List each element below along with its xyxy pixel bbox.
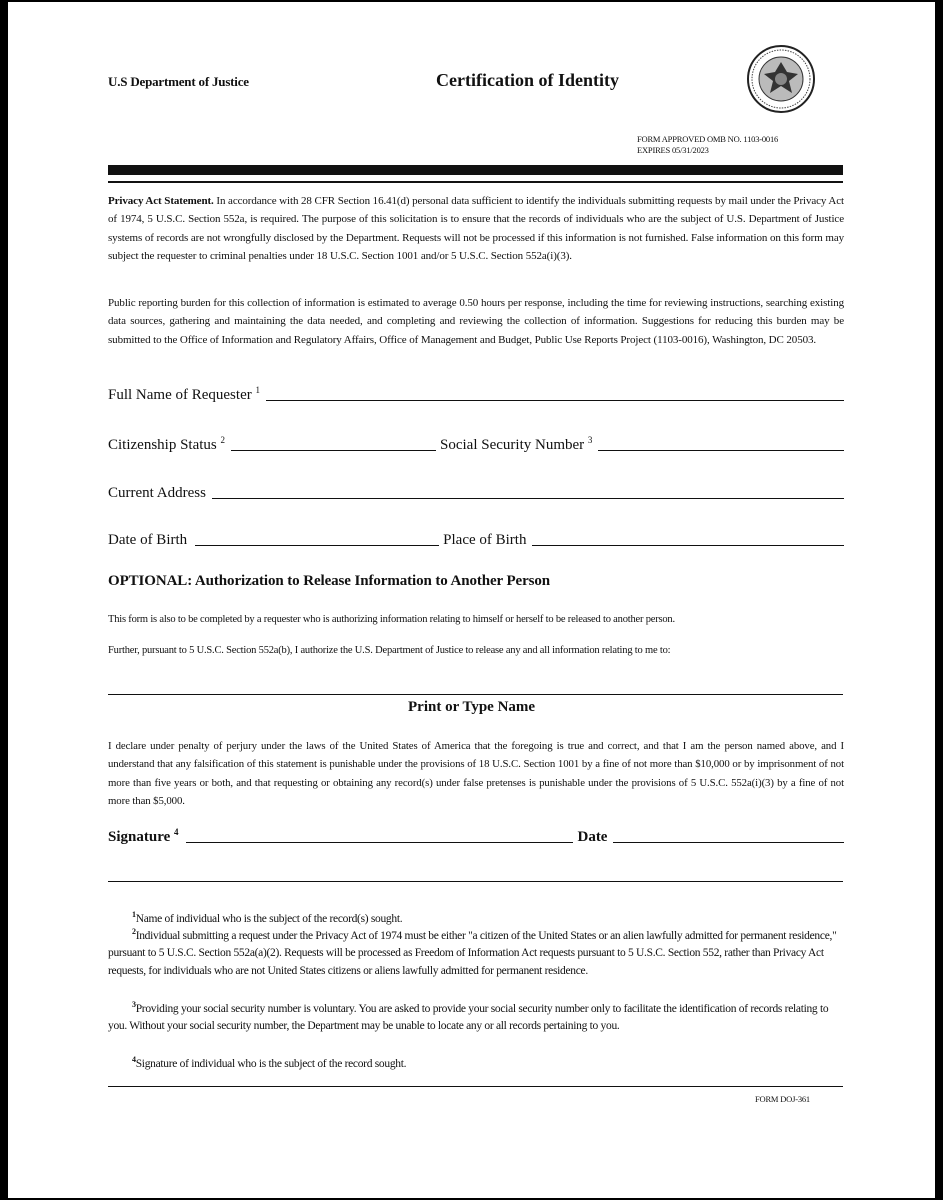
- additional-line[interactable]: [108, 881, 843, 882]
- burden-statement: Public reporting burden for this collection of information is estimated to average 0.50 hours per response, including the time for reviewing instructions, searching existing data sources, gathering and maintaining the data needed, and completing and reviewing the collection of information. Suggestions for reducing this burden may be submitted to the Office of Information and Regulatory Affairs, Office of Management and Budget, Public Use Reports Project (1103-0016), Washington, DC 20503.: [108, 297, 844, 346]
- date-field[interactable]: [613, 841, 844, 843]
- full-name-field[interactable]: [266, 399, 844, 401]
- citizenship-field[interactable]: [231, 449, 436, 451]
- footnote-4-number: 4: [132, 1055, 136, 1064]
- privacy-body: In accordance with 28 CFR Section 16.41(d) personal data sufficient to identify the individuals submitting requests by mail under the Privacy Act of 1974, 5 U.S.C. Section 552a, is required. The purpose of this solicitation is to ensure that the records of individuals who are the subject of U.S. Department of Justice systems of records are not wrongfully disclosed by the Department. Requests will not be processed if this information is not furnished. False information on this form may subject the requester to criminal penalties under 18 U.S.C. Section 1001 and/or 5 U.S.C. Section 552a(i)(3).: [108, 195, 844, 263]
- footnote-3-number: 3: [132, 1000, 136, 1009]
- footnote-2-text: Individual submitting a request under the Privacy Act of 1974 must be either "a citizen of the United States or an alien lawfully admitted for permanent residence," pursuant to 5 U.S.C. Section 552a(a)(2). Requests will be processed as Freedom of Information Act requests pursuant to 5 U.S.C. Section 552, rather than Privacy Act requests, for individuals who are not United States citizens or aliens lawfully admitted for permanent residence.: [108, 929, 837, 977]
- full-name-row: [108, 382, 844, 404]
- dob-field[interactable]: [195, 544, 439, 546]
- address-label: Current Address: [108, 485, 206, 501]
- address-row: [108, 480, 844, 502]
- optional-line-2: Further, pursuant to 5 U.S.C. Section 552a(b), I authorize the U.S. Department of Justice to release any and all information relating to me to:: [108, 645, 671, 656]
- footnote-1-text: Name of individual who is the subject of the record(s) sought.: [135, 912, 403, 925]
- optional-line-1: This form is also to be completed by a requester who is authorizing information relating to himself or herself to be released to another person.: [108, 614, 675, 625]
- header-divider: [108, 165, 843, 175]
- footnote-4-text: Signature of individual who is the subject of the record sought.: [135, 1057, 407, 1070]
- footnote-1-number: 1: [132, 910, 136, 919]
- ssn-label: Social Security Number $^3$: [440, 435, 593, 453]
- signature-row: [108, 824, 844, 846]
- pob-field[interactable]: [532, 544, 844, 546]
- pob-label: Place of Birth: [443, 532, 527, 548]
- citizenship-ssn-row: [108, 432, 844, 454]
- doj-seal-icon: [746, 44, 816, 114]
- form-approval-info: [637, 134, 778, 156]
- date-label: Date: [577, 829, 608, 845]
- full-name-label: Full Name of Requester $^1$: [108, 385, 260, 403]
- print-name-label: Print or Type Name: [408, 699, 536, 715]
- footnote-3-text: Providing your social security number is voluntary. You are asked to provide your social security number only to facilitate the identification of records relating to you. Without your social security number, the Department may be unable to locate any or all records pertaining to you.: [108, 1002, 829, 1033]
- header-divider-thin: [108, 181, 843, 183]
- agency-name: U.S Department of Justice: [108, 74, 249, 89]
- print-name-field[interactable]: [108, 694, 843, 695]
- footnote-3: [108, 996, 844, 1036]
- omb-number: FORM APPROVED OMB NO. 1103-0016: [637, 134, 779, 144]
- form-title: Certification of Identity: [436, 70, 619, 90]
- perjury-declaration: I declare under penalty of perjury under the laws of the United States of America that the foregoing is true and correct, and that I am the person named above, and I understand that any falsification of this statement is punishable under the provisions of 18 U.S.C. Section 1001 by a fine of not more than $10,000 or by imprisonment of not more than five years or both, and that requesting or obtaining any record(s) under false pretenses is punishable under the provisions of 5 U.S.C. 552a(i)(3) by a fine of not more than $5,000.: [108, 740, 844, 808]
- ssn-field[interactable]: [598, 449, 844, 451]
- signature-field[interactable]: [186, 841, 573, 843]
- footnote-2: [108, 923, 844, 980]
- privacy-heading: Privacy Act Statement.: [108, 195, 214, 207]
- dob-label: Date of Birth: [108, 532, 188, 548]
- birth-row: [108, 527, 844, 549]
- footer-divider: [108, 1086, 843, 1087]
- expiration-date: EXPIRES 05/31/2023: [637, 145, 709, 155]
- privacy-act-statement: [108, 192, 844, 266]
- form-number: FORM DOJ-361: [755, 1094, 810, 1104]
- footnote-4: [108, 1051, 844, 1073]
- optional-heading: OPTIONAL: Authorization to Release Information to Another Person: [108, 573, 551, 589]
- address-field[interactable]: [212, 497, 844, 499]
- signature-label: Signature $^4$: [108, 827, 179, 845]
- form-page: [8, 2, 935, 1198]
- footnote-2-number: 2: [132, 927, 136, 936]
- citizenship-label: Citizenship Status $^2$: [108, 435, 225, 453]
